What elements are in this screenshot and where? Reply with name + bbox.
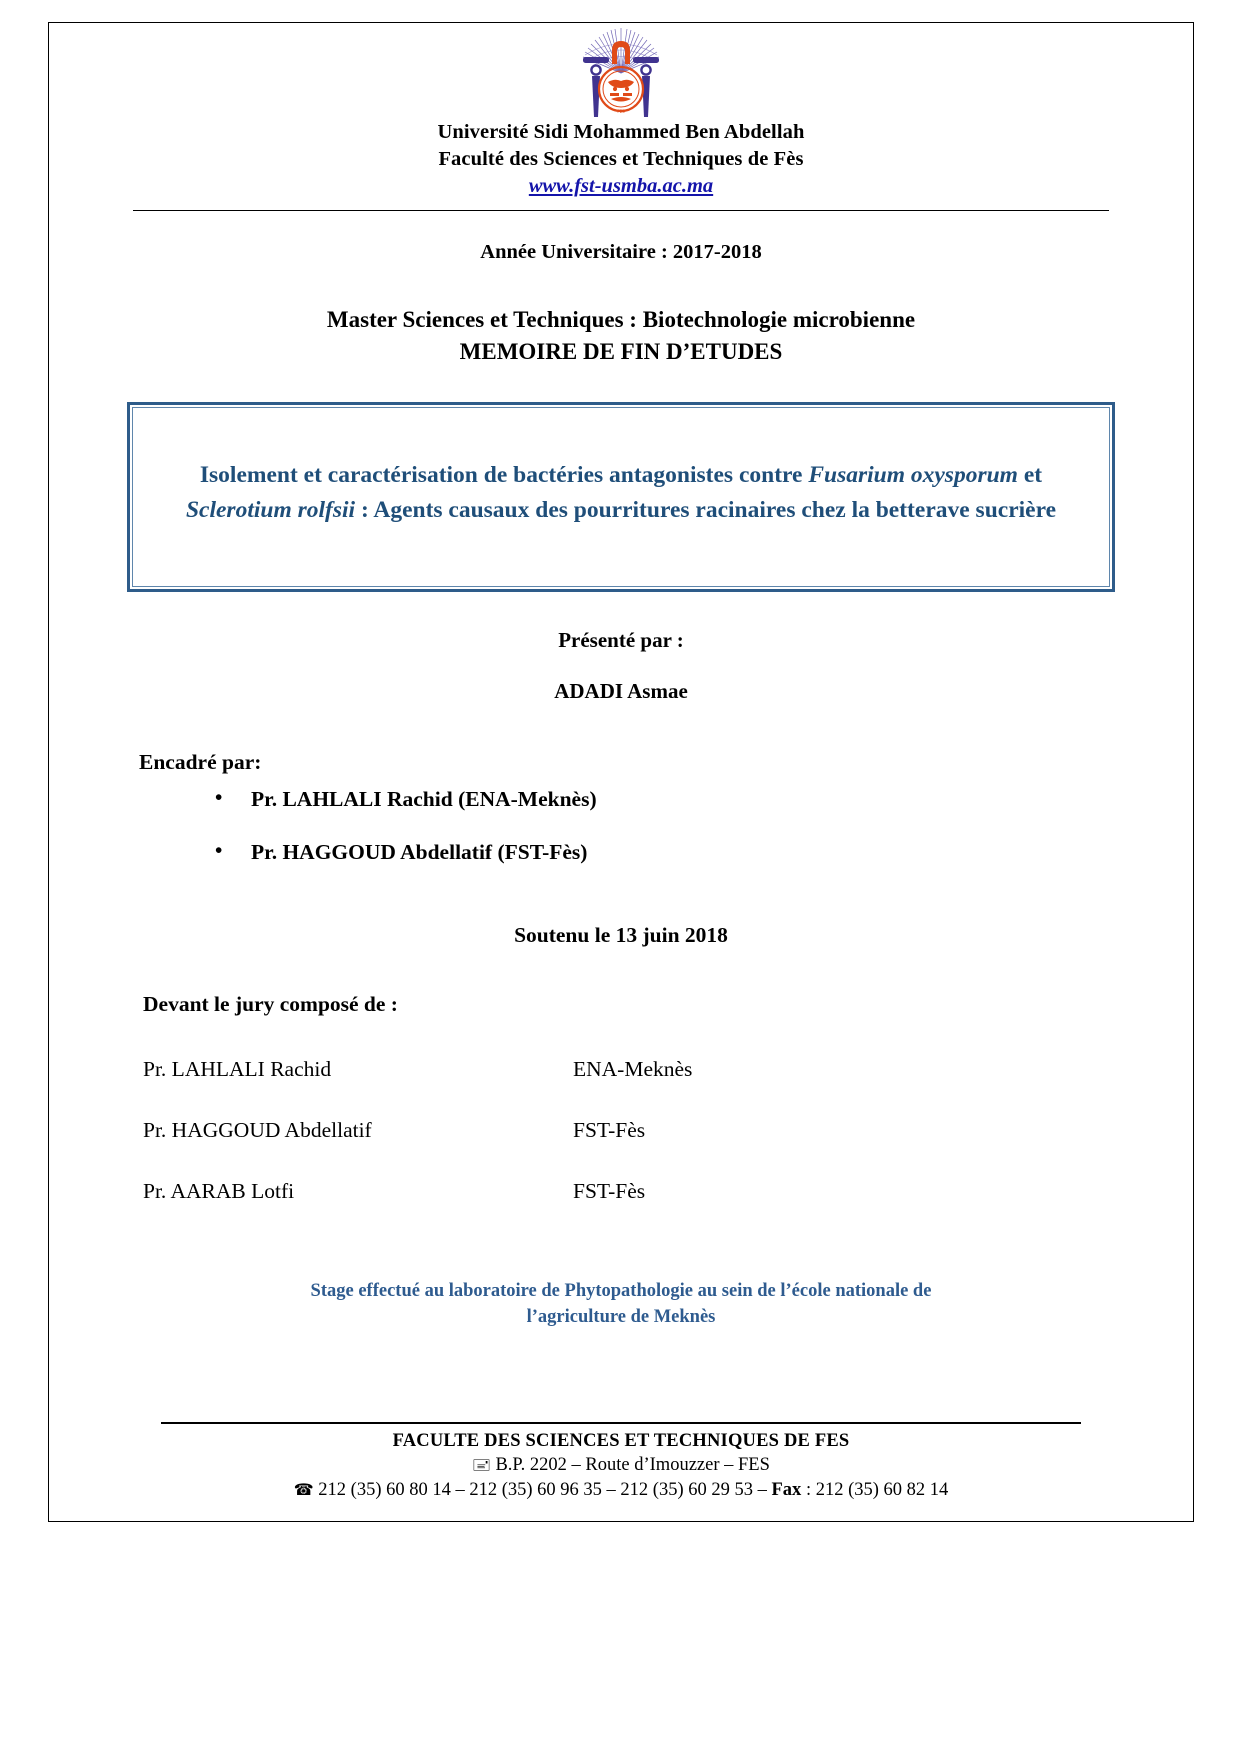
jury-member-affiliation: FST-Fès — [573, 1117, 646, 1142]
jury-member-name: Pr. HAGGOUD Abdellatif — [143, 1117, 372, 1142]
program-name: Master Sciences et Techniques : Biotechnologie microbienne — [326, 307, 916, 333]
document-header — [119, 23, 1123, 211]
program-block — [119, 304, 1123, 367]
bullet-icon: • — [215, 784, 223, 809]
jury-member-affiliation: ENA-Meknès — [573, 1056, 693, 1081]
page-footer — [119, 1422, 1123, 1503]
jury-heading: Devant le jury composé de : — [143, 991, 398, 1016]
supervisor-label: Pr. LAHLALI Rachid (ENA-Meknès) — [251, 786, 597, 811]
page-frame — [48, 22, 1194, 1522]
telephone-icon: ☎ — [293, 1479, 314, 1499]
header-divider — [133, 210, 1109, 211]
document-type: MEMOIRE DE FIN D’ETUDES — [459, 338, 783, 364]
author-name: ADADI Asmae — [554, 678, 688, 703]
supervisors-list — [119, 784, 1123, 865]
list-item — [215, 784, 1123, 812]
university-crest-icon — [119, 27, 1123, 119]
table-row — [143, 1039, 843, 1100]
page-content — [49, 23, 1193, 1521]
thesis-species-fusarium: Fusarium oxysporum — [808, 461, 1018, 488]
footer-phone-line — [119, 1478, 1123, 1503]
thesis-title-part-1: Isolement et caractérisation de bactéries antagonistes contre — [199, 461, 809, 488]
footer-phone-numbers: 212 (35) 60 80 14 – 212 (35) 60 96 35 – 212 (35) 60 29 53 – — [318, 1479, 772, 1500]
thesis-title-box — [127, 402, 1115, 592]
supervisor-label: Pr. HAGGOUD Abdellatif (FST-Fès) — [251, 839, 588, 864]
list-item — [215, 837, 1123, 865]
thesis-title-box-inner — [132, 407, 1110, 587]
jury-table — [143, 1039, 843, 1222]
internship-note — [119, 1278, 1123, 1331]
svg-text:FES: FES — [617, 109, 625, 114]
jury-member-name: Pr. LAHLALI Rachid — [143, 1056, 332, 1081]
defense-date: Soutenu le 13 juin 2018 — [514, 922, 728, 947]
website-link[interactable]: www.fst-usmba.ac.ma — [528, 175, 714, 198]
thesis-title-part-2: et — [1017, 461, 1043, 488]
faculty-name: Faculté des Sciences et Techniques de Fès — [438, 148, 804, 171]
jury-member-name: Pr. AARAB Lotfi — [143, 1178, 295, 1203]
presented-by-label: Présenté par : — [558, 627, 684, 652]
thesis-title — [167, 458, 1075, 528]
footer-address: B.P. 2202 – Route d’Imouzzer – FES — [495, 1454, 770, 1475]
footer-divider — [161, 1422, 1081, 1424]
thesis-title-part-3: : Agents causaux des pourritures racinaires chez la betterave sucrière — [355, 496, 1057, 523]
table-row — [143, 1161, 843, 1222]
academic-year: Année Universitaire : 2017-2018 — [480, 241, 762, 264]
table-row — [143, 1100, 843, 1161]
footer-institution: FACULTE DES SCIENCES ET TECHNIQUES DE FES — [392, 1430, 850, 1451]
internship-note-line-1: Stage effectué au laboratoire de Phytopathologie au sein de l’école nationale de — [310, 1280, 932, 1301]
footer-address-line — [119, 1453, 1123, 1478]
intro-block — [119, 241, 1123, 367]
bullet-icon: • — [215, 837, 223, 862]
footer-fax-label: Fax — [771, 1479, 802, 1500]
supervision-heading: Encadré par: — [139, 749, 262, 774]
footer-fax-value: : 212 (35) 60 82 14 — [801, 1479, 949, 1500]
university-name: Université Sidi Mohammed Ben Abdellah — [437, 121, 805, 143]
internship-note-line-2: l’agriculture de Meknès — [526, 1306, 716, 1327]
jury-member-affiliation: FST-Fès — [573, 1178, 646, 1203]
mail-note-icon: 🖃 — [472, 1454, 491, 1474]
thesis-species-sclerotium: Sclerotium rolfsii — [185, 496, 356, 523]
